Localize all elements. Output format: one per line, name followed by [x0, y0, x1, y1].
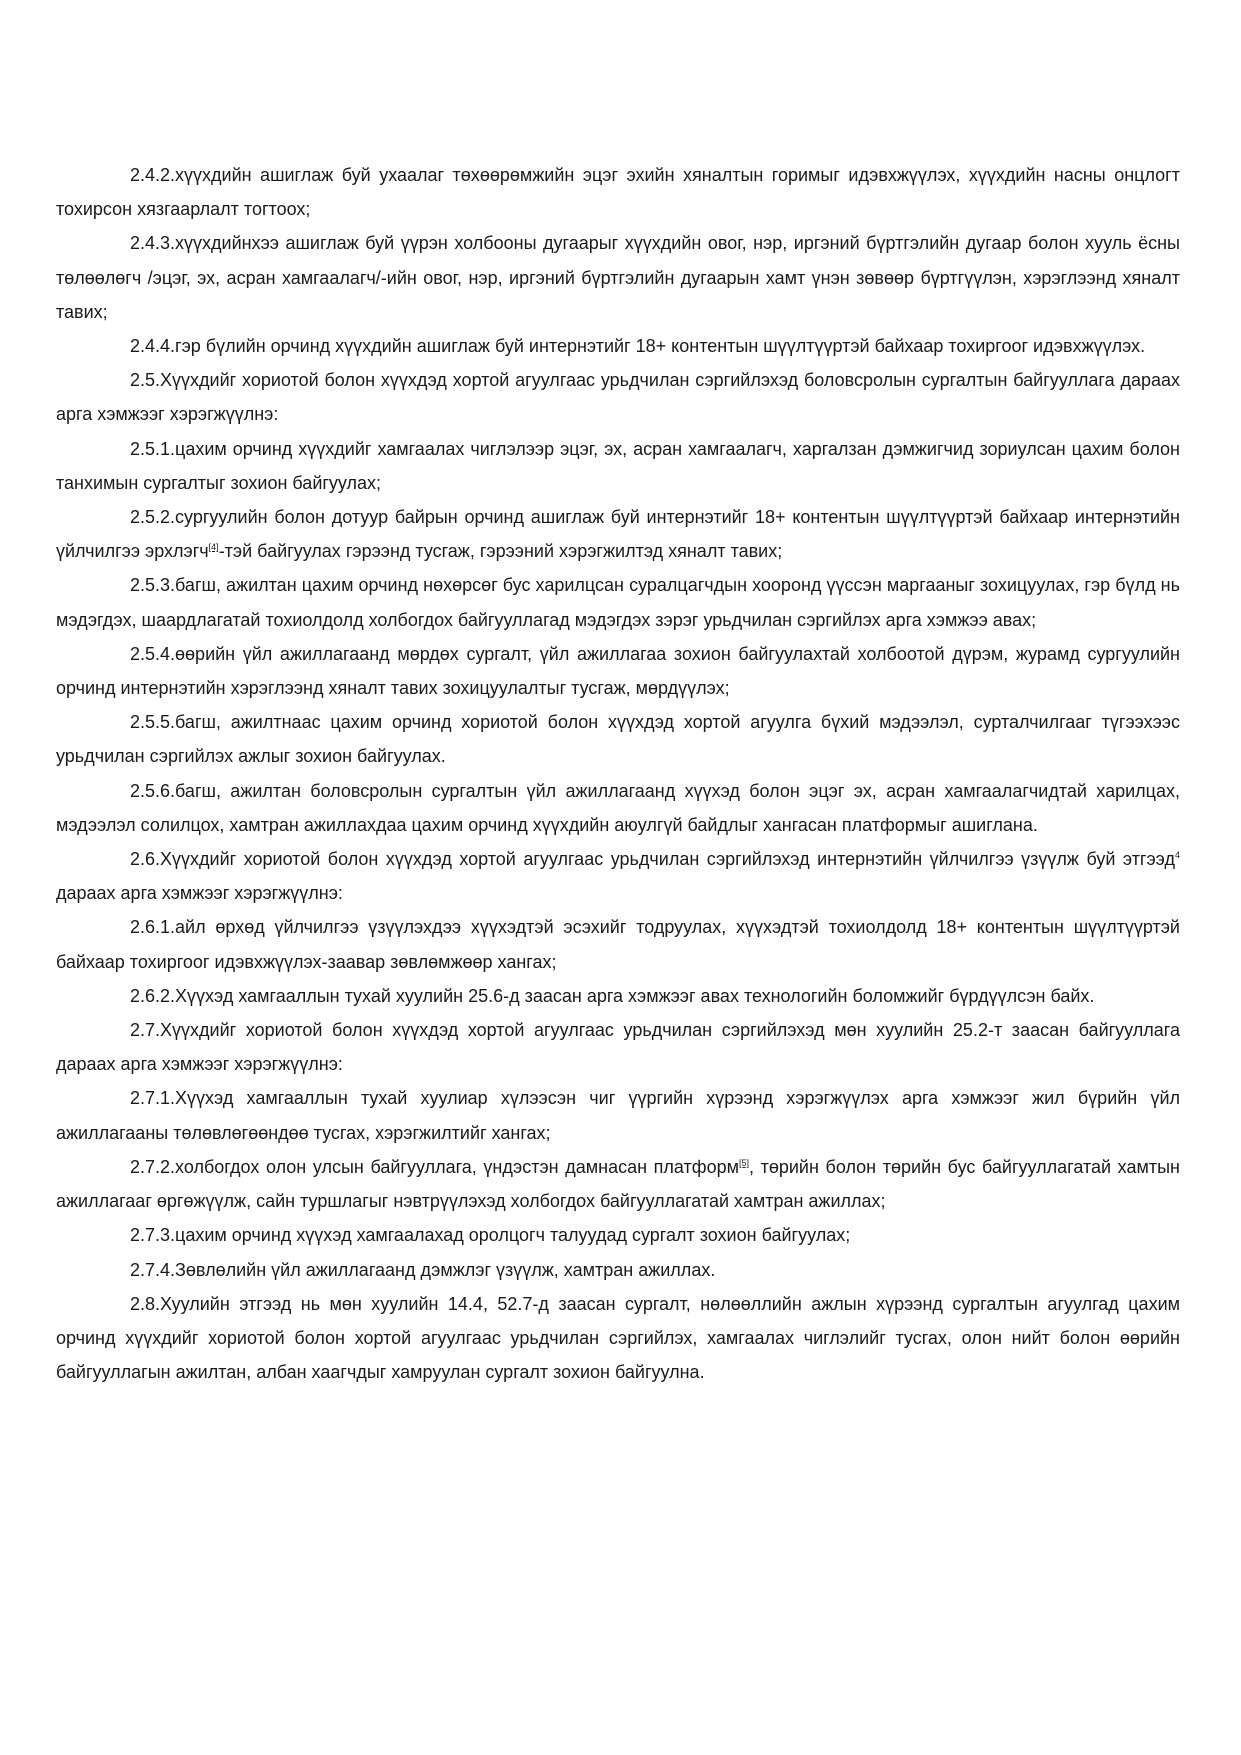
paragraph-2-5-6 [56, 774, 1180, 842]
paragraph-text: 2.8.Хуулийн этгээд нь мөн хуулийн 14.4, 52.7-д заасан сургалт, нөлөөллийн ажлын хүрээнд сургалтын агуулгад цахим орчинд хүүхдийг хориотой болон хортой агуулгаас урьдчилан сэргийлэх, хамгаалах чиглэлийг тусгах, олон нийт болон өөрийн байгууллагын ажилтан, албан хаагчдыг хамруулан сургалт зохион байгуулна. [56, 1293, 1180, 1383]
paragraph-2-4-2 [56, 158, 1180, 226]
paragraph-text: 2.5.2.сургуулийн болон дотуур байрын орчинд ашиглаж буй интернэтийг 18+ контентын шүүлтүүртэй байхаар интернэтийн үйлчилгээ эрхлэгч [56, 507, 1180, 562]
paragraph-text: 2.7.Хүүхдийг хориотой болон хүүхдэд хортой агуулгаас урьдчилан сэргийлэхэд мөн хуулийн 25.2-т заасан байгууллага дараах арга хэмжээг хэрэгжүүлнэ: [56, 1020, 1180, 1075]
paragraph-2-5-2 [56, 500, 1180, 568]
paragraph-2-5-1 [56, 432, 1180, 500]
paragraph-text: 2.4.2.хүүхдийн ашиглаж буй ухаалаг төхөөрөмжийн эцэг эхийн хяналтын горимыг идэвхжүүлэх, хүүхдийн насны онцлогт тохирсон хязгаарлалт тогтоох; [56, 165, 1180, 220]
footnote-link-5[interactable]: [5] [738, 1157, 749, 1168]
paragraph-2-5-4 [56, 637, 1180, 705]
paragraph-text: 2.7.1.Хүүхэд хамгааллын тухай хуулиар хүлээсэн чиг үүргийн хүрээнд хэрэгжүүлэх арга хэмжээг жил бүрийн үйл ажиллагааны төлөвлөгөөндөө тусгах, хэрэгжилтийг хангах; [56, 1088, 1180, 1143]
paragraph-text-tail: , төрийн болон төрийн бус байгууллагатай хамтын ажиллагааг өргөжүүлж, сайн туршлагыг нэвтрүүлэхэд холбогдох байгууллагатай хамтран ажиллах; [56, 1156, 1180, 1212]
footnote-link-4[interactable]: [4] [208, 542, 219, 553]
paragraph-2-5-5 [56, 705, 1180, 773]
paragraph-text: 2.5.1.цахим орчинд хүүхдийг хамгаалах чиглэлээр эцэг, эх, асран хамгаалагч, харгалзан дэмжигчид зориулсан цахим болон танхимын сургалтыг зохион байгуулах; [56, 438, 1180, 493]
paragraph-text: 2.5.4.өөрийн үйл ажиллагаанд мөрдөх сургалт, үйл ажиллагаа зохион байгуулахтай холбоотой дүрэм, журамд сургуулийн орчинд интернэтийн хэрэглээнд хяналт тавих зохицуулалтыг тусгаж, мөрдүүлэх; [56, 643, 1180, 699]
paragraph-2-5 [56, 363, 1180, 431]
paragraph-2-7-1 [56, 1081, 1180, 1149]
paragraph-text-tail: -тэй байгуулах гэрээнд тусгаж, гэрээний хэрэгжилтэд хяналт тавих; [218, 541, 783, 562]
paragraph-2-7-4 [56, 1253, 1180, 1287]
paragraph-text: 2.5.5.багш, ажилтнаас цахим орчинд хориотой болон хүүхдэд хортой агуулга бүхий мэдээлэл, сурталчилгааг түгээхээс урьдчилан сэргийлэх ажлыг зохион байгуулах. [56, 712, 1180, 767]
paragraph-2-6 [56, 842, 1180, 910]
paragraph-text: 2.5.6.багш, ажилтан боловсролын сургалтын үйл ажиллагаанд хүүхэд болон эцэг эх, асран хамгаалагчидтай харилцах, мэдээлэл солилцох, хамтран ажиллахдаа цахим орчинд хүүхдийн аюулгүй байдлыг хангасан платформыг ашиглана. [56, 780, 1180, 835]
paragraph-2-5-3 [56, 568, 1180, 636]
paragraph-2-7-3 [56, 1218, 1180, 1252]
paragraph-text: 2.5.3.багш, ажилтан цахим орчинд нөхөрсөг бус харилцсан суралцагчдын хооронд үүссэн маргааныг зохицуулах, гэр бүлд нь мэдэгдэх, шаардлагатай тохиолдолд холбогдох байгууллагад мэдэгдэх зэрэг урьдчилан сэргийлэх арга хэмжээ авах; [56, 575, 1180, 630]
document-body [56, 158, 1180, 1389]
paragraph-text: 2.7.4.Зөвлөлийн үйл ажиллагаанд дэмжлэг үзүүлж, хамтран ажиллах. [130, 1259, 716, 1280]
paragraph-text: 2.5.Хүүхдийг хориотой болон хүүхдэд хортой агуулгаас урьдчилан сэргийлэхэд боловсролын сургалтын байгууллага дараах арга хэмжээг хэрэгжүүлнэ: [56, 370, 1180, 425]
paragraph-text: 2.6.Хүүхдийг хориотой болон хүүхдэд хортой агуулгаас урьдчилан сэргийлэхэд интернэтийн үйлчилгээ үзүүлж буй этгээд [130, 849, 1175, 870]
paragraph-text: 2.7.2.холбогдох олон улсын байгууллага, үндэстэн дамнасан платформ [130, 1156, 739, 1177]
paragraph-2-6-1 [56, 910, 1180, 978]
paragraph-2-4-3 [56, 226, 1180, 329]
paragraph-2-7 [56, 1013, 1180, 1081]
paragraph-text: 2.7.3.цахим орчинд хүүхэд хамгаалахад оролцогч талуудад сургалт зохион байгуулах; [130, 1225, 851, 1246]
paragraph-text: 2.6.2.Хүүхэд хамгааллын тухай хуулийн 25.6-д заасан арга хэмжээг авах технологийн боломжийг бүрдүүлсэн байх. [130, 985, 1095, 1006]
paragraph-2-4-4 [56, 329, 1180, 363]
paragraph-2-8 [56, 1287, 1180, 1390]
footnote-marker-4: 4 [1174, 850, 1180, 861]
paragraph-text: 2.4.3.хүүхдийнхээ ашиглаж буй үүрэн холбооны дугаарыг хүүхдийн овог, нэр, иргэний бүртгэлийн дугаар болон хууль ёсны төлөөлөгч /эцэг, эх, асран хамгаалагч/-ийн овог, нэр, иргэний бүртгэлийн дугаарын хамт үнэн зөвөөр бүртгүүлэн, хэрэглээнд хяналт тавих; [56, 233, 1180, 322]
paragraph-text: 2.6.1.айл өрхөд үйлчилгээ үзүүлэхдээ хүүхэдтэй эсэхийг тодруулах, хүүхэдтэй тохиолдолд 18+ контентын шүүлтүүртэй байхаар тохиргоог идэвхжүүлэх-заавар зөвлөмжөөр хангах; [56, 917, 1180, 972]
paragraph-text-tail: дараах арга хэмжээг хэрэгжүүлнэ: [56, 883, 343, 904]
paragraph-2-7-2 [56, 1150, 1180, 1218]
paragraph-2-6-2 [56, 979, 1180, 1013]
paragraph-text: 2.4.4.гэр бүлийн орчинд хүүхдийн ашиглаж буй интернэтийг 18+ контентын шүүлтүүртэй байхаар тохиргоог идэвхжүүлэх. [130, 336, 1146, 357]
